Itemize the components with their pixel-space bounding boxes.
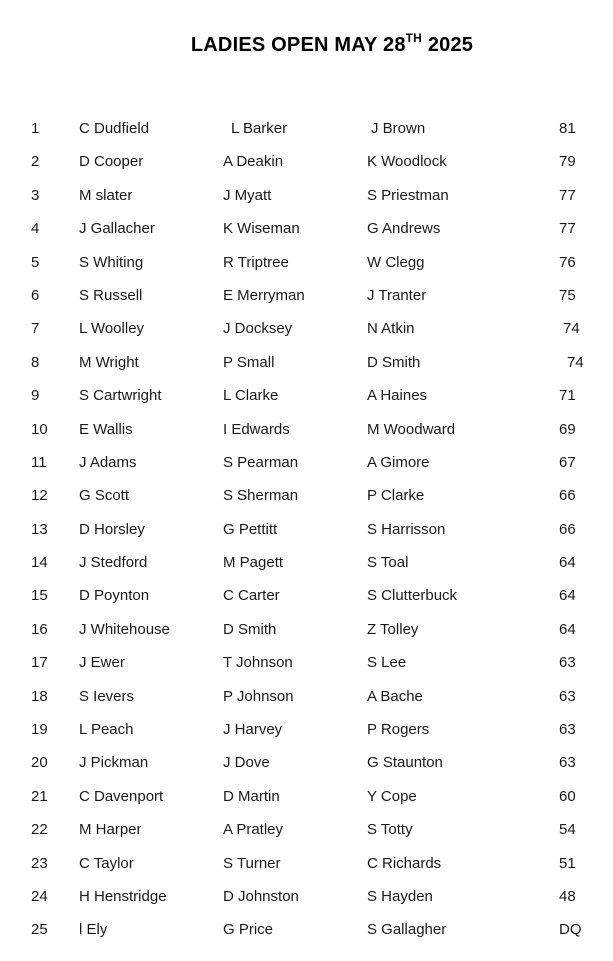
player-1-cell: C Dudfield	[79, 120, 150, 137]
position-cell: 12	[31, 487, 48, 505]
result-row	[0, 487, 613, 520]
page-title	[0, 31, 613, 57]
score-cell: 74	[563, 320, 580, 338]
player-1-cell: J Pickman	[79, 754, 149, 772]
player-3-cell: G Staunton	[367, 754, 443, 772]
position-cell: 7	[31, 320, 40, 338]
position-cell: 13	[31, 520, 48, 538]
score-cell: 77	[559, 186, 576, 204]
player-1-cell: M Wright	[79, 353, 139, 371]
player-3-cell: S Hayden	[367, 887, 433, 905]
player-2-cell: E Merryman	[223, 286, 305, 304]
player-2-cell: M Pagett	[223, 554, 284, 572]
result-row	[0, 688, 613, 721]
player-2-cell: P Small	[223, 353, 275, 371]
result-row	[0, 120, 613, 153]
result-row	[0, 921, 613, 954]
score-cell: 48	[559, 887, 576, 905]
player-3-cell: S Lee	[367, 654, 407, 672]
score-cell: 66	[559, 520, 576, 538]
player-2-cell: S Sherman	[223, 487, 299, 505]
position-cell: 8	[31, 353, 40, 371]
player-3-cell: J Brown	[371, 120, 426, 137]
player-3-cell: Z Tolley	[367, 620, 419, 638]
player-1-cell: D Poynton	[79, 587, 150, 605]
position-cell: 23	[31, 854, 48, 872]
player-2-cell: D Johnston	[223, 887, 299, 905]
position-cell: 3	[31, 186, 40, 204]
position-cell: 20	[31, 754, 48, 772]
score-cell: 63	[559, 654, 576, 672]
player-1-cell: G Scott	[79, 487, 130, 505]
score-cell: 54	[559, 821, 576, 839]
position-cell: 19	[31, 721, 48, 739]
position-cell: 1	[31, 120, 40, 137]
player-2-cell: S Pearman	[223, 453, 299, 471]
player-1-cell: M Harper	[79, 821, 142, 839]
result-row	[0, 754, 613, 787]
position-cell: 2	[31, 153, 40, 171]
score-cell: 63	[559, 687, 576, 705]
player-3-cell: M Woodward	[367, 420, 456, 438]
result-row	[0, 855, 613, 888]
result-row	[0, 788, 613, 821]
player-1-cell: L Peach	[79, 721, 134, 739]
player-2-cell: C Carter	[223, 587, 280, 605]
player-1-cell: L Woolley	[79, 320, 145, 338]
result-row	[0, 587, 613, 620]
player-2-cell: I Edwards	[223, 420, 290, 438]
player-2-cell: S Turner	[223, 854, 281, 872]
player-3-cell: P Clarke	[367, 487, 425, 505]
score-cell: 77	[559, 220, 576, 238]
player-2-cell: J Docksey	[223, 320, 293, 338]
result-row	[0, 421, 613, 454]
player-1-cell: S Ievers	[79, 687, 135, 705]
score-cell: 75	[559, 286, 576, 304]
player-1-cell: J Adams	[79, 453, 137, 471]
player-2-cell: R Triptree	[223, 253, 289, 271]
result-row	[0, 621, 613, 654]
score-cell: 66	[559, 487, 576, 505]
player-3-cell: Y Cope	[367, 787, 417, 805]
result-row	[0, 521, 613, 554]
position-cell: 9	[31, 387, 40, 405]
title-main: LADIES OPEN MAY 28	[190, 34, 406, 56]
score-cell: 69	[559, 420, 576, 438]
player-1-cell: M slater	[79, 186, 133, 204]
result-row	[0, 654, 613, 687]
result-row	[0, 320, 613, 353]
player-3-cell: N Atkin	[367, 320, 415, 338]
score-cell: 67	[559, 453, 576, 471]
position-cell: 14	[31, 554, 48, 572]
result-row	[0, 187, 613, 220]
player-2-cell: J Harvey	[223, 721, 283, 739]
score-cell: 51	[559, 854, 576, 872]
result-row	[0, 287, 613, 320]
player-2-cell: G Pettitt	[223, 520, 278, 538]
title-year: 2025	[427, 34, 474, 56]
player-1-cell: E Wallis	[79, 420, 133, 438]
player-2-cell: A Deakin	[223, 153, 284, 171]
player-3-cell: P Rogers	[367, 721, 430, 739]
player-2-cell: L Barker	[231, 120, 288, 137]
player-2-cell: J Myatt	[223, 186, 272, 204]
position-cell: 10	[31, 420, 48, 438]
player-1-cell: J Stedford	[79, 554, 148, 572]
player-2-cell: P Johnson	[223, 687, 294, 705]
position-cell: 4	[31, 220, 40, 238]
score-cell: 74	[567, 353, 584, 371]
player-3-cell: S Harrisson	[367, 520, 446, 538]
player-1-cell: H Henstridge	[79, 887, 167, 905]
player-3-cell: K Woodlock	[367, 153, 447, 171]
player-3-cell: S Gallagher	[367, 921, 447, 939]
position-cell: 21	[31, 787, 48, 805]
position-cell: 18	[31, 687, 48, 705]
player-2-cell: D Martin	[223, 787, 280, 805]
player-2-cell: K Wiseman	[223, 220, 300, 238]
position-cell: 6	[31, 286, 40, 304]
player-1-cell: S Cartwright	[79, 387, 162, 405]
score-cell: 64	[559, 587, 576, 605]
result-row	[0, 387, 613, 420]
title-superscript: TH	[405, 31, 423, 45]
result-row	[0, 554, 613, 587]
score-cell: 60	[559, 787, 576, 805]
player-3-cell: A Gimore	[367, 453, 430, 471]
player-3-cell: A Bache	[367, 687, 423, 705]
position-cell: 25	[31, 921, 48, 939]
position-cell: 17	[31, 654, 48, 672]
player-1-cell: J Ewer	[79, 654, 125, 672]
score-cell: 71	[559, 387, 576, 405]
player-2-cell: A Pratley	[223, 821, 284, 839]
player-2-cell: D Smith	[223, 620, 277, 638]
player-1-cell: S Russell	[79, 286, 143, 304]
player-3-cell: G Andrews	[367, 220, 441, 238]
position-cell: 15	[31, 587, 48, 605]
position-cell: 22	[31, 821, 48, 839]
player-3-cell: D Smith	[367, 353, 421, 371]
position-cell: 16	[31, 620, 48, 638]
player-3-cell: S Clutterbuck	[367, 587, 458, 605]
score-cell: 81	[559, 120, 576, 137]
player-3-cell: J Tranter	[367, 286, 427, 304]
results-list	[0, 120, 613, 955]
result-row	[0, 821, 613, 854]
player-2-cell: G Price	[223, 921, 274, 939]
player-3-cell: S Priestman	[367, 186, 449, 204]
player-3-cell: A Haines	[367, 387, 428, 405]
player-1-cell: D Cooper	[79, 153, 144, 171]
player-1-cell: J Gallacher	[79, 220, 155, 238]
player-1-cell: D Horsley	[79, 520, 145, 538]
score-cell: 63	[559, 721, 576, 739]
result-row	[0, 220, 613, 253]
result-row	[0, 888, 613, 921]
result-row	[0, 454, 613, 487]
position-cell: 24	[31, 887, 48, 905]
player-1-cell: l Ely	[79, 921, 108, 939]
player-2-cell: J Dove	[223, 754, 270, 772]
position-cell: 5	[31, 253, 40, 271]
player-1-cell: J Whitehouse	[79, 620, 170, 638]
player-1-cell: C Davenport	[79, 787, 164, 805]
result-row	[0, 354, 613, 387]
player-3-cell: S Totty	[367, 821, 413, 839]
score-cell: DQ	[559, 921, 582, 939]
score-cell: 79	[559, 153, 576, 171]
player-3-cell: C Richards	[367, 854, 442, 872]
player-2-cell: L Clarke	[223, 387, 279, 405]
player-1-cell: S Whiting	[79, 253, 144, 271]
score-cell: 64	[559, 554, 576, 572]
score-cell: 63	[559, 754, 576, 772]
player-3-cell: S Toal	[367, 554, 409, 572]
position-cell: 11	[31, 453, 47, 471]
score-cell: 64	[559, 620, 576, 638]
result-row	[0, 153, 613, 186]
player-1-cell: C Taylor	[79, 854, 134, 872]
player-3-cell: W Clegg	[367, 253, 425, 271]
result-row	[0, 254, 613, 287]
result-row	[0, 721, 613, 754]
player-2-cell: T Johnson	[223, 654, 293, 672]
score-cell: 76	[559, 253, 576, 271]
